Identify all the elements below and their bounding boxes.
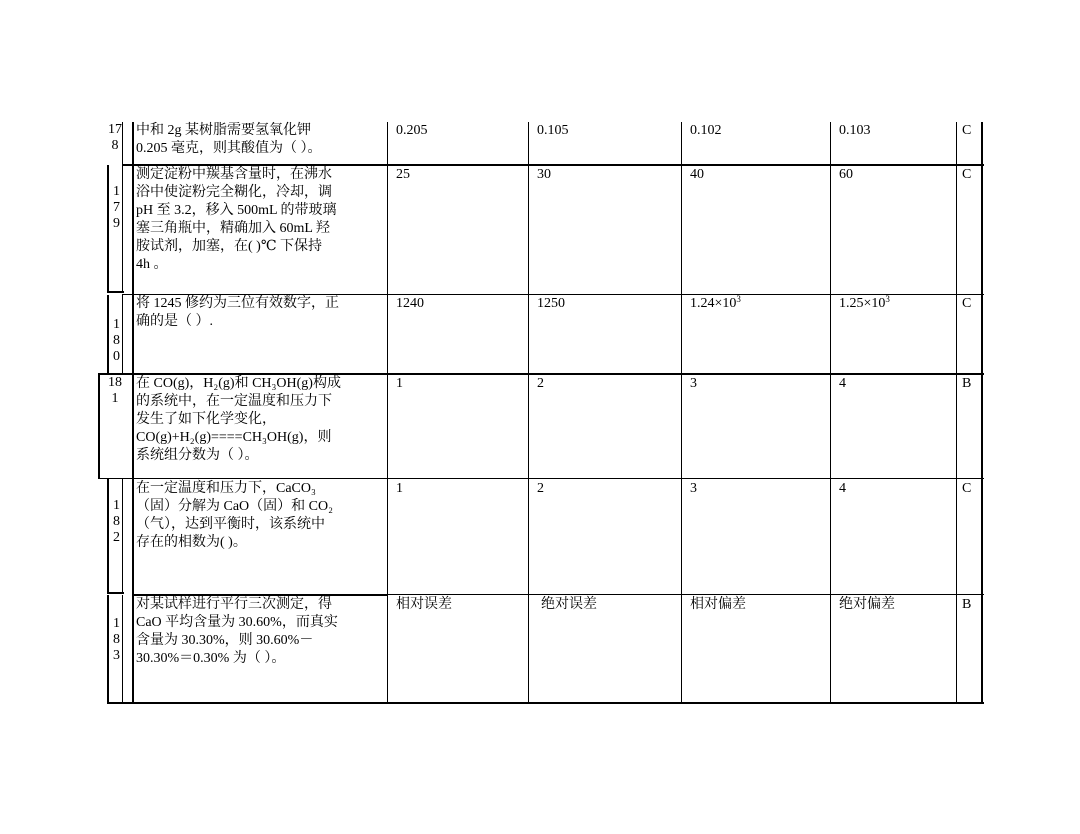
question-text: 在一定温度和压力下，CaCO₃ （固）分解为 CaO（固）和 CO₂ （气），达到平衡时，该系统中 存在的相数为( )。 xyxy=(136,481,333,550)
table-row xyxy=(0,480,1080,594)
option-d: 0.103 xyxy=(839,123,871,138)
option-b: 30 xyxy=(537,167,551,182)
question-text: 在 CO(g)，H₂(g)和 CH₃OH(g)构成 的系统中，在一定温度和压力下 发生了如下化学变化， CO(g)+H₂(g)====CH₃OH(g)，则 系统组分数为（ ）。 xyxy=(136,376,341,463)
question-text: 将 1245 修约为三位有效数字，正 确的是（ ）. xyxy=(136,296,339,329)
option-c: 0.102 xyxy=(690,123,722,138)
table-row xyxy=(0,596,1080,702)
option-c: 3 xyxy=(690,376,697,391)
option-a: 1240 xyxy=(396,296,424,311)
option-d: 绝对偏差 xyxy=(839,597,895,612)
answer: C xyxy=(962,481,972,496)
table-row xyxy=(0,166,1080,294)
option-c: 相对偏差 xyxy=(690,597,746,612)
question-number: 18 1 xyxy=(108,375,122,406)
question-text: 中和 2g 某树脂需要氢氧化钾 0.205 毫克，则其酸值为（ ）。 xyxy=(136,123,322,156)
question-number: 17 8 xyxy=(108,122,122,153)
answer: C xyxy=(962,296,972,311)
option-a: 1 xyxy=(396,481,403,496)
table-row xyxy=(0,375,1080,478)
answer: C xyxy=(962,167,972,182)
question-number: 1 8 3 xyxy=(113,616,120,663)
option-d: 60 xyxy=(839,167,853,182)
option-c: 40 xyxy=(690,167,704,182)
question-number: 1 7 9 xyxy=(113,184,120,231)
question-number: 1 8 2 xyxy=(113,498,120,545)
answer: B xyxy=(962,597,972,612)
option-a: 1 xyxy=(396,376,403,391)
option-b: 2 xyxy=(537,376,544,391)
answer: C xyxy=(962,123,972,138)
question-number: 1 8 0 xyxy=(113,317,120,364)
option-a: 相对误差 xyxy=(396,597,452,612)
option-b: 0.105 xyxy=(537,123,569,138)
question-text: 测定淀粉中羰基含量时，在沸水 浴中使淀粉完全糊化，冷却，调 pH 至 3.2，移入 500mL 的带玻璃 塞三角瓶中，精确加入 60mL 羟 胺试剂，加塞，在( )℃ 下保持 4h 。 xyxy=(136,167,337,272)
option-b: 1250 xyxy=(537,296,565,311)
option-c: 3 xyxy=(690,481,697,496)
question-text: 对某试样进行平行三次测定，得 CaO 平均含量为 30.60%，而真实 含量为 30.30%，则 30.60%－ 30.30%＝0.30% 为（ ）。 xyxy=(136,597,338,666)
option-a: 25 xyxy=(396,167,410,182)
table-row xyxy=(0,295,1080,373)
option-d: 4 xyxy=(839,376,846,391)
option-b: 2 xyxy=(537,481,544,496)
option-c: $1.24\times 10^3$ xyxy=(690,294,741,311)
answer: B xyxy=(962,376,972,391)
option-b: 绝对误差 xyxy=(541,597,597,612)
option-a: 0.205 xyxy=(396,123,428,138)
option-d: $1.25\times 10^3$ xyxy=(839,294,890,311)
option-d: 4 xyxy=(839,481,846,496)
table-row xyxy=(0,122,1080,164)
